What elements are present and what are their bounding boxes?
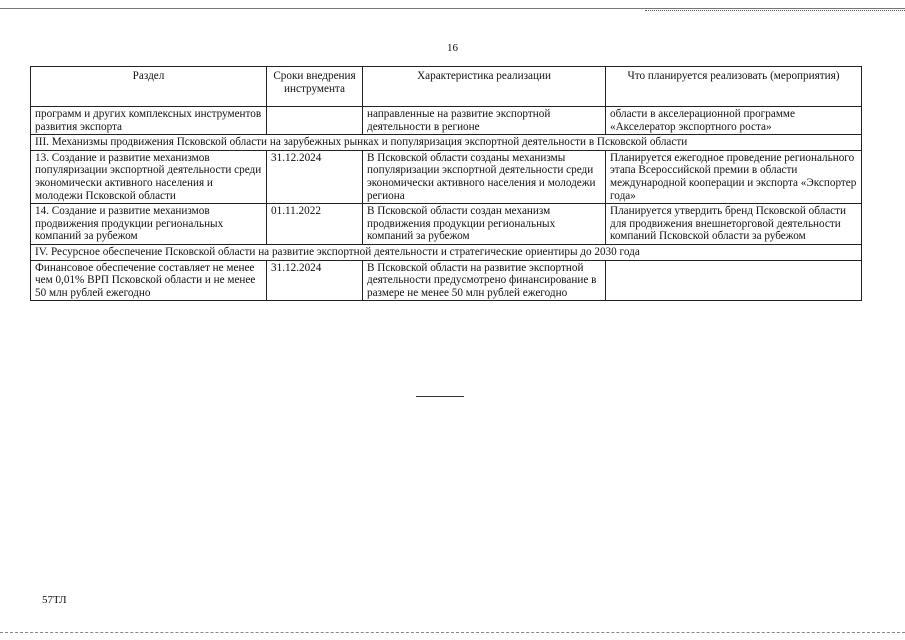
cell-section: 13. Создание и развитие механизмов популяризации экспортной деятельности среди экономически активного населения и молодежи Псковской области (31, 150, 267, 203)
table-row (31, 204, 862, 245)
cell-deadline (267, 107, 363, 135)
cell-characteristic: В Псковской области созданы механизмы популяризации экспортной деятельности среди экономически активного населения и молодежи региона (363, 150, 606, 203)
cell-deadline: 31.12.2024 (267, 260, 363, 301)
section-heading-row (31, 244, 862, 260)
header-characteristic: Характеристика реализации (363, 67, 606, 107)
footer-code: 57ТЛ (42, 594, 67, 606)
end-divider-line (416, 396, 464, 397)
table-row (31, 150, 862, 203)
cell-planned: области в акселерационной программе «Акселератор экспортного роста» (606, 107, 862, 135)
cell-characteristic: направленные на развитие экспортной деятельности в регионе (363, 107, 606, 135)
section-heading-3: III. Механизмы продвижения Псковской области на зарубежных рынках и популяризация экспортной деятельности в Псковской области (31, 135, 862, 151)
implementation-table (30, 66, 862, 301)
cell-section: Финансовое обеспечение составляет не менее чем 0,01% ВРП Псковской области и не менее 50 млн рублей ежегодно (31, 260, 267, 301)
cell-deadline: 31.12.2024 (267, 150, 363, 203)
header-planned: Что планируется реализовать (мероприятия) (606, 67, 862, 107)
section-heading-row (31, 135, 862, 151)
cell-section: 14. Создание и развитие механизмов продвижения продукции региональных компаний за рубежом (31, 204, 267, 245)
cell-deadline: 01.11.2022 (267, 204, 363, 245)
table-row (31, 107, 862, 135)
header-row (31, 67, 862, 107)
cell-characteristic: В Псковской области создан механизм продвижения продукции региональных компаний за рубежом (363, 204, 606, 245)
scan-edge-top (0, 2, 905, 12)
cell-planned: Планируется утвердить бренд Псковской области для продвижения внешнеторговой деятельности компаний Псковской области за рубежом (606, 204, 862, 245)
cell-planned: Планируется ежегодное проведение регионального этапа Всероссийской премии в области международной кооперации и экспорта «Экспортер года» (606, 150, 862, 203)
section-heading-4: IV. Ресурсное обеспечение Псковской области на развитие экспортной деятельности и стратегические ориентиры до 2030 года (31, 244, 862, 260)
cell-planned (606, 260, 862, 301)
page-number: 16 (447, 42, 458, 54)
cell-characteristic: В Псковской области на развитие экспортной деятельности предусмотрено финансирование в размере не менее 50 млн рублей ежегодно (363, 260, 606, 301)
cell-section: программ и других комплексных инструментов развития экспорта (31, 107, 267, 135)
header-deadline: Сроки внедрения инструмента (267, 67, 363, 107)
table-row (31, 260, 862, 301)
scan-edge-bottom (0, 632, 905, 635)
header-section: Раздел (31, 67, 267, 107)
